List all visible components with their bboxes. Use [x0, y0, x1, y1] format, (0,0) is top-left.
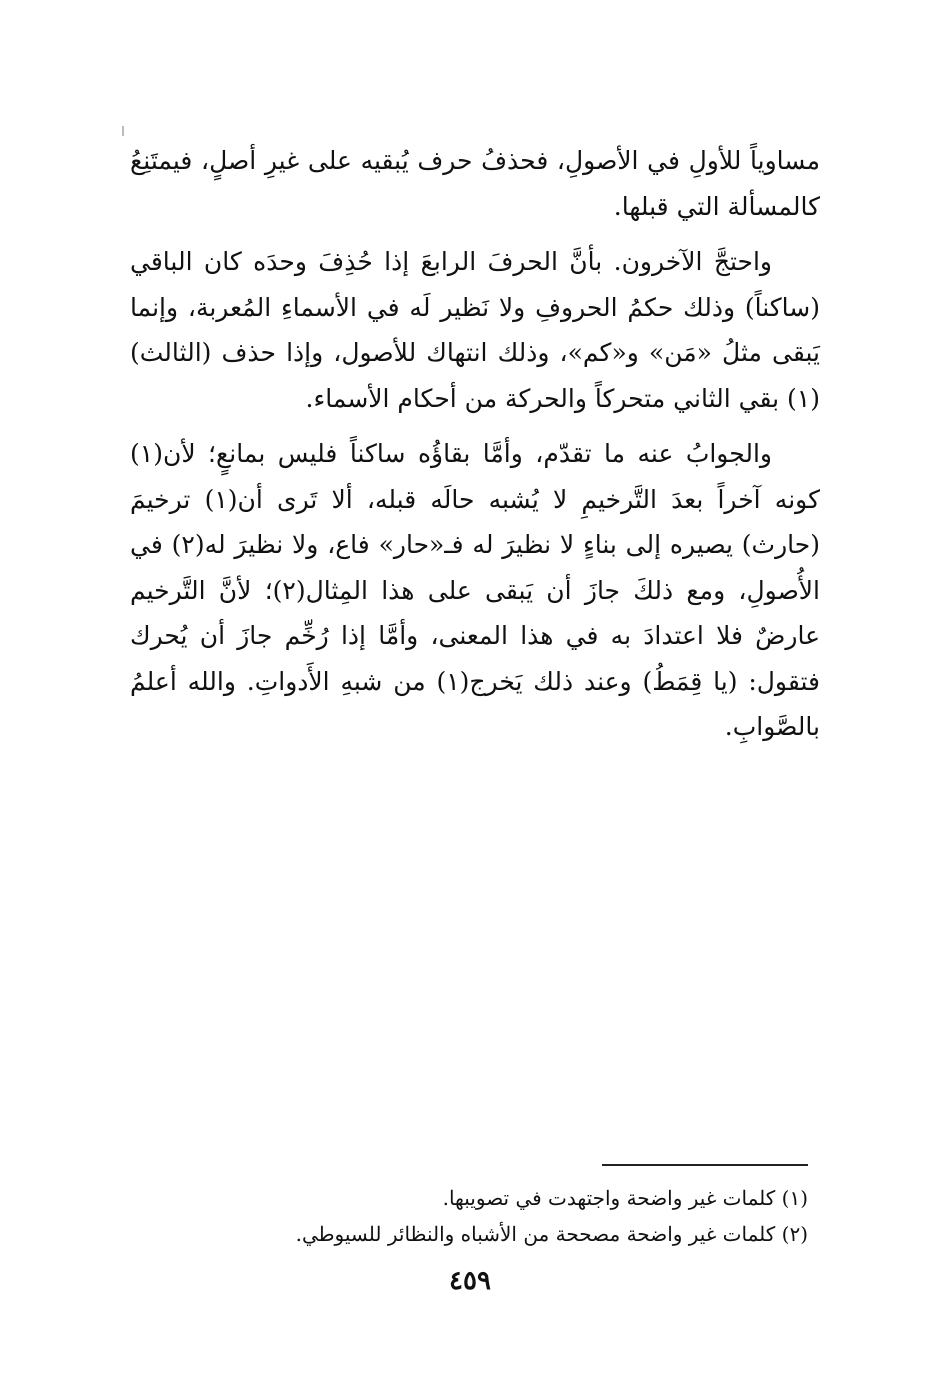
footnote-2: (٢) كلمات غير واضحة مصححة من الأشباه والنظائر للسيوطي. [295, 1222, 808, 1246]
footnote-1: (١) كلمات غير واضحة واجتهدت في تصويبها. [442, 1186, 808, 1210]
page-number: ٤٥٩ [449, 1266, 491, 1296]
paragraph-3: والجوابُ عنه ما تقدّم، وأمَّا بقاؤُه ساكناً فليس بمانعٍ؛ لأن(١) كونه آخراً بعدَ التَّرخيمِ لا يُشبه حالَه قبله، ألا تَرى أن(١) ترخيمَ (حارث) يصيره إلى بناءٍ لا نظيرَ له فـ«حار» فاع، ولا نظيرَ له(٢) في الأُصولِ، ومع ذلكَ جازَ أن يَبقى على هذا المِثال(٢)؛ لأنَّ التَّرخيم عارضٌ فلا اعتدادَ به في هذا المعنى، وأمَّا إذا رُخِّم جازَ أن يُحرك فتقول: (يا قِمَطُ) وعند ذلك يَخرج(١) من شبهِ الأَدواتِ. والله أعلمُ بالصَّوابِ. [130, 439, 820, 741]
main-text [130, 138, 820, 760]
paragraph-2: واحتجَّ الآخرون. بأنَّ الحرفَ الرابعَ إذا حُذِفَ وحدَه كان الباقي (ساكناً) وذلك حكمُ الحروفِ ولا نَظير لَه في الأسماءِ المُعربة، وإنما يَبقى مثلُ «مَن» و«كم»، وذلك انتهاك للأصول، وإذا حذف (الثالث)(١) بقي الثاني متحركاً والحركة من أحكام الأسماء. [130, 247, 820, 413]
paragraph-1: مساوياً للأولِ في الأصولِ، فحذفُ حرف يُبقيه على غيرِ أصلٍ، فيمتَنِعُ كالمسألة التي قبلها. [130, 146, 820, 221]
margin-mark [122, 126, 124, 136]
footnote-divider [602, 1164, 808, 1166]
footnotes [295, 1180, 808, 1252]
